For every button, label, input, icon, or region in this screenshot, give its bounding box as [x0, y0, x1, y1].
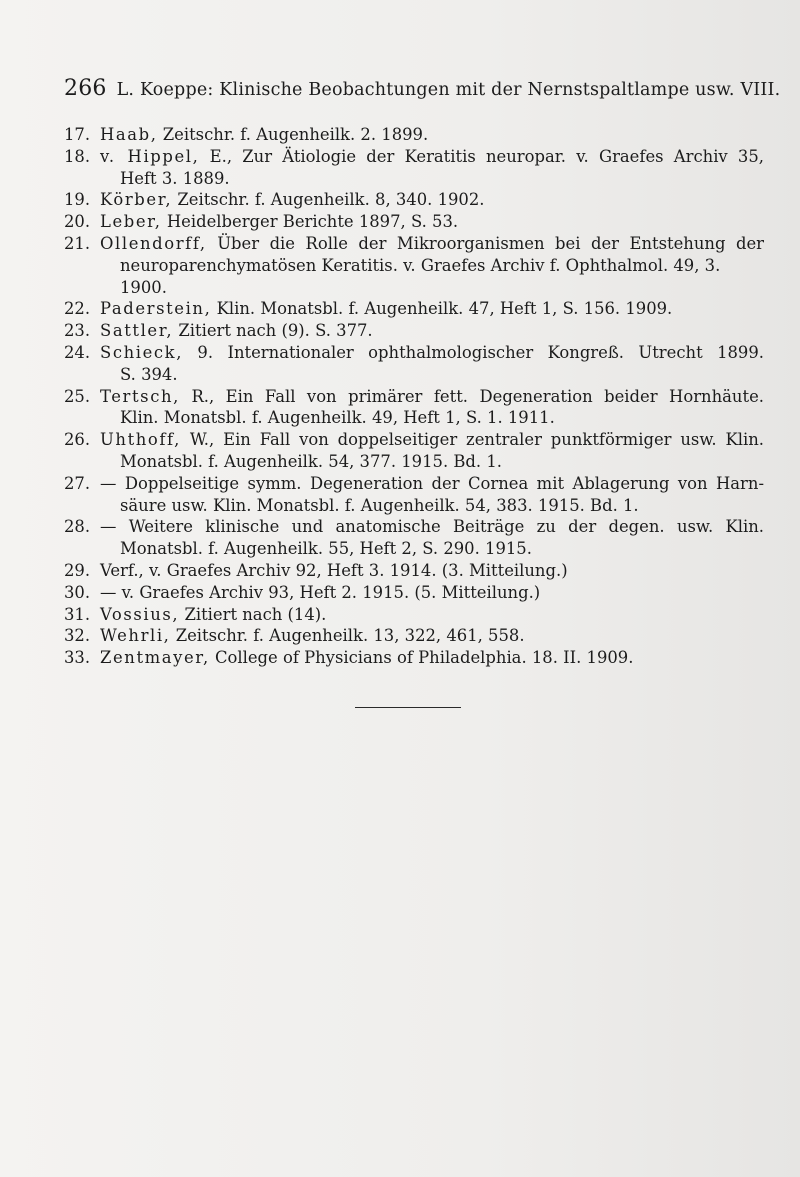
reference-author: Wehrli, [100, 626, 171, 646]
reference-number: 28. [64, 517, 91, 537]
reference-author: Ollendorff, [100, 233, 207, 253]
reference-number: 21. [64, 233, 91, 253]
reference-list [64, 124, 764, 669]
reference-text: College of Physicians of Philadelphia. 18. II. 1909. [209, 648, 634, 668]
reference-author: — [100, 473, 117, 493]
reference-author: — [100, 517, 117, 537]
reference-item [64, 124, 764, 146]
reference-author: Haab, [100, 125, 158, 144]
reference-continuation: S. 394. [120, 364, 178, 384]
reference-item [64, 146, 764, 190]
reference-author: v. Hippel, [100, 146, 200, 166]
reference-text: Heidelberger Berichte 1897, S. 53. [161, 212, 459, 232]
reference-author: Schieck, [100, 342, 184, 362]
reference-item [64, 582, 764, 604]
reference-text: Zitiert nach (14). [179, 604, 327, 624]
reference-text: Über die Rolle der Mikroorganismen bei der Entstehung der [206, 233, 764, 253]
reference-number: 17. [64, 125, 91, 144]
reference-item [64, 516, 764, 560]
reference-item [64, 189, 764, 211]
page-number: 266 [64, 76, 107, 101]
reference-continuation: Monatsbl. f. Augenheilk. 55, Heft 2, S. 290. 1915. [120, 539, 532, 559]
reference-author: Vossius, [100, 604, 180, 624]
reference-item [64, 298, 764, 320]
reference-continuation: Klin. Monatsbl. f. Augenheilk. 49, Heft 1, S. 1. 1911. [120, 408, 555, 428]
section-divider [355, 707, 461, 708]
reference-author: Leber, [100, 212, 162, 232]
reference-number: 25. [64, 386, 91, 406]
reference-text: Zeitschr. f. Augenheilk. 2. 1899. [157, 125, 429, 144]
reference-number: 30. [64, 582, 91, 602]
reference-item [64, 604, 764, 626]
reference-number: 20. [64, 212, 91, 232]
reference-number: 33. [64, 648, 91, 668]
reference-number: 23. [64, 321, 91, 341]
reference-item [64, 342, 764, 386]
reference-author: Uhthoff, [100, 430, 181, 450]
reference-text: Zeitschr. f. Augenheilk. 13, 322, 461, 558. [170, 626, 525, 646]
reference-author: Körber, [100, 190, 173, 210]
reference-number: 19. [64, 190, 91, 210]
running-header [64, 76, 781, 101]
reference-item [64, 386, 764, 430]
reference-item [64, 473, 764, 517]
reference-item [64, 429, 764, 473]
reference-item [64, 211, 764, 233]
reference-text: Zeitschr. f. Augenheilk. 8, 340. 1902. [172, 190, 485, 210]
reference-number: 32. [64, 626, 91, 646]
reference-item [64, 320, 764, 342]
reference-number: 29. [64, 560, 91, 580]
reference-continuation: neuroparenchymatösen Keratitis. v. Graefes Archiv f. Ophthalmol. 49, 3. 1900. [120, 255, 721, 297]
reference-text: Doppelseitige symm. Degeneration der Cornea mit Ablagerung von Harn- [116, 473, 764, 493]
reference-number: 24. [64, 342, 91, 362]
reference-continuation: Monatsbl. f. Augenheilk. 54, 377. 1915. Bd. 1. [120, 451, 502, 471]
reference-text: 9. Internationaler ophthalmologischer Kongreß. Utrecht 1899. [183, 342, 764, 362]
reference-author: Paderstein, [100, 299, 212, 319]
reference-number: 31. [64, 604, 91, 624]
reference-text: W., Ein Fall von doppelseitiger zentraler punktförmiger usw. Klin. [180, 430, 764, 450]
reference-author: Sattler, [100, 321, 174, 341]
reference-continuation: säure usw. Klin. Monatsbl. f. Augenheilk. 54, 383. 1915. Bd. 1. [120, 495, 639, 515]
reference-text: Weitere klinische und anatomische Beiträge zu der degen. usw. Klin. [116, 517, 764, 537]
reference-author: Tertsch, [100, 386, 180, 406]
running-title: L. Koeppe: Klinische Beobachtungen mit der Nernstspaltlampe usw. VIII. [116, 80, 781, 100]
reference-number: 26. [64, 430, 91, 450]
reference-item [64, 233, 764, 298]
reference-item [64, 647, 764, 669]
reference-text: R., Ein Fall von primärer fett. Degeneration beider Hornhäute. [179, 386, 764, 406]
reference-author: — [100, 582, 117, 602]
reference-number: 22. [64, 299, 91, 319]
reference-author: Zentmayer, [100, 648, 210, 668]
reference-text: Zitiert nach (9). S. 377. [173, 321, 373, 341]
reference-text: v. Graefes Archiv 92, Heft 3. 1914. (3. Mitteilung.) [143, 560, 568, 580]
reference-text: Klin. Monatsbl. f. Augenheilk. 47, Heft 1, S. 156. 1909. [211, 299, 673, 319]
reference-text: v. Graefes Archiv 93, Heft 2. 1915. (5. Mitteilung.) [116, 582, 541, 602]
reference-item [64, 625, 764, 647]
reference-number: 27. [64, 473, 91, 493]
reference-item [64, 560, 764, 582]
reference-author: Verf., [100, 560, 144, 580]
reference-number: 18. [64, 146, 91, 166]
reference-continuation: Heft 3. 1889. [120, 168, 230, 188]
reference-text: E., Zur Ätiologie der Keratitis neuropar. v. Graefes Archiv 35, [199, 146, 764, 166]
